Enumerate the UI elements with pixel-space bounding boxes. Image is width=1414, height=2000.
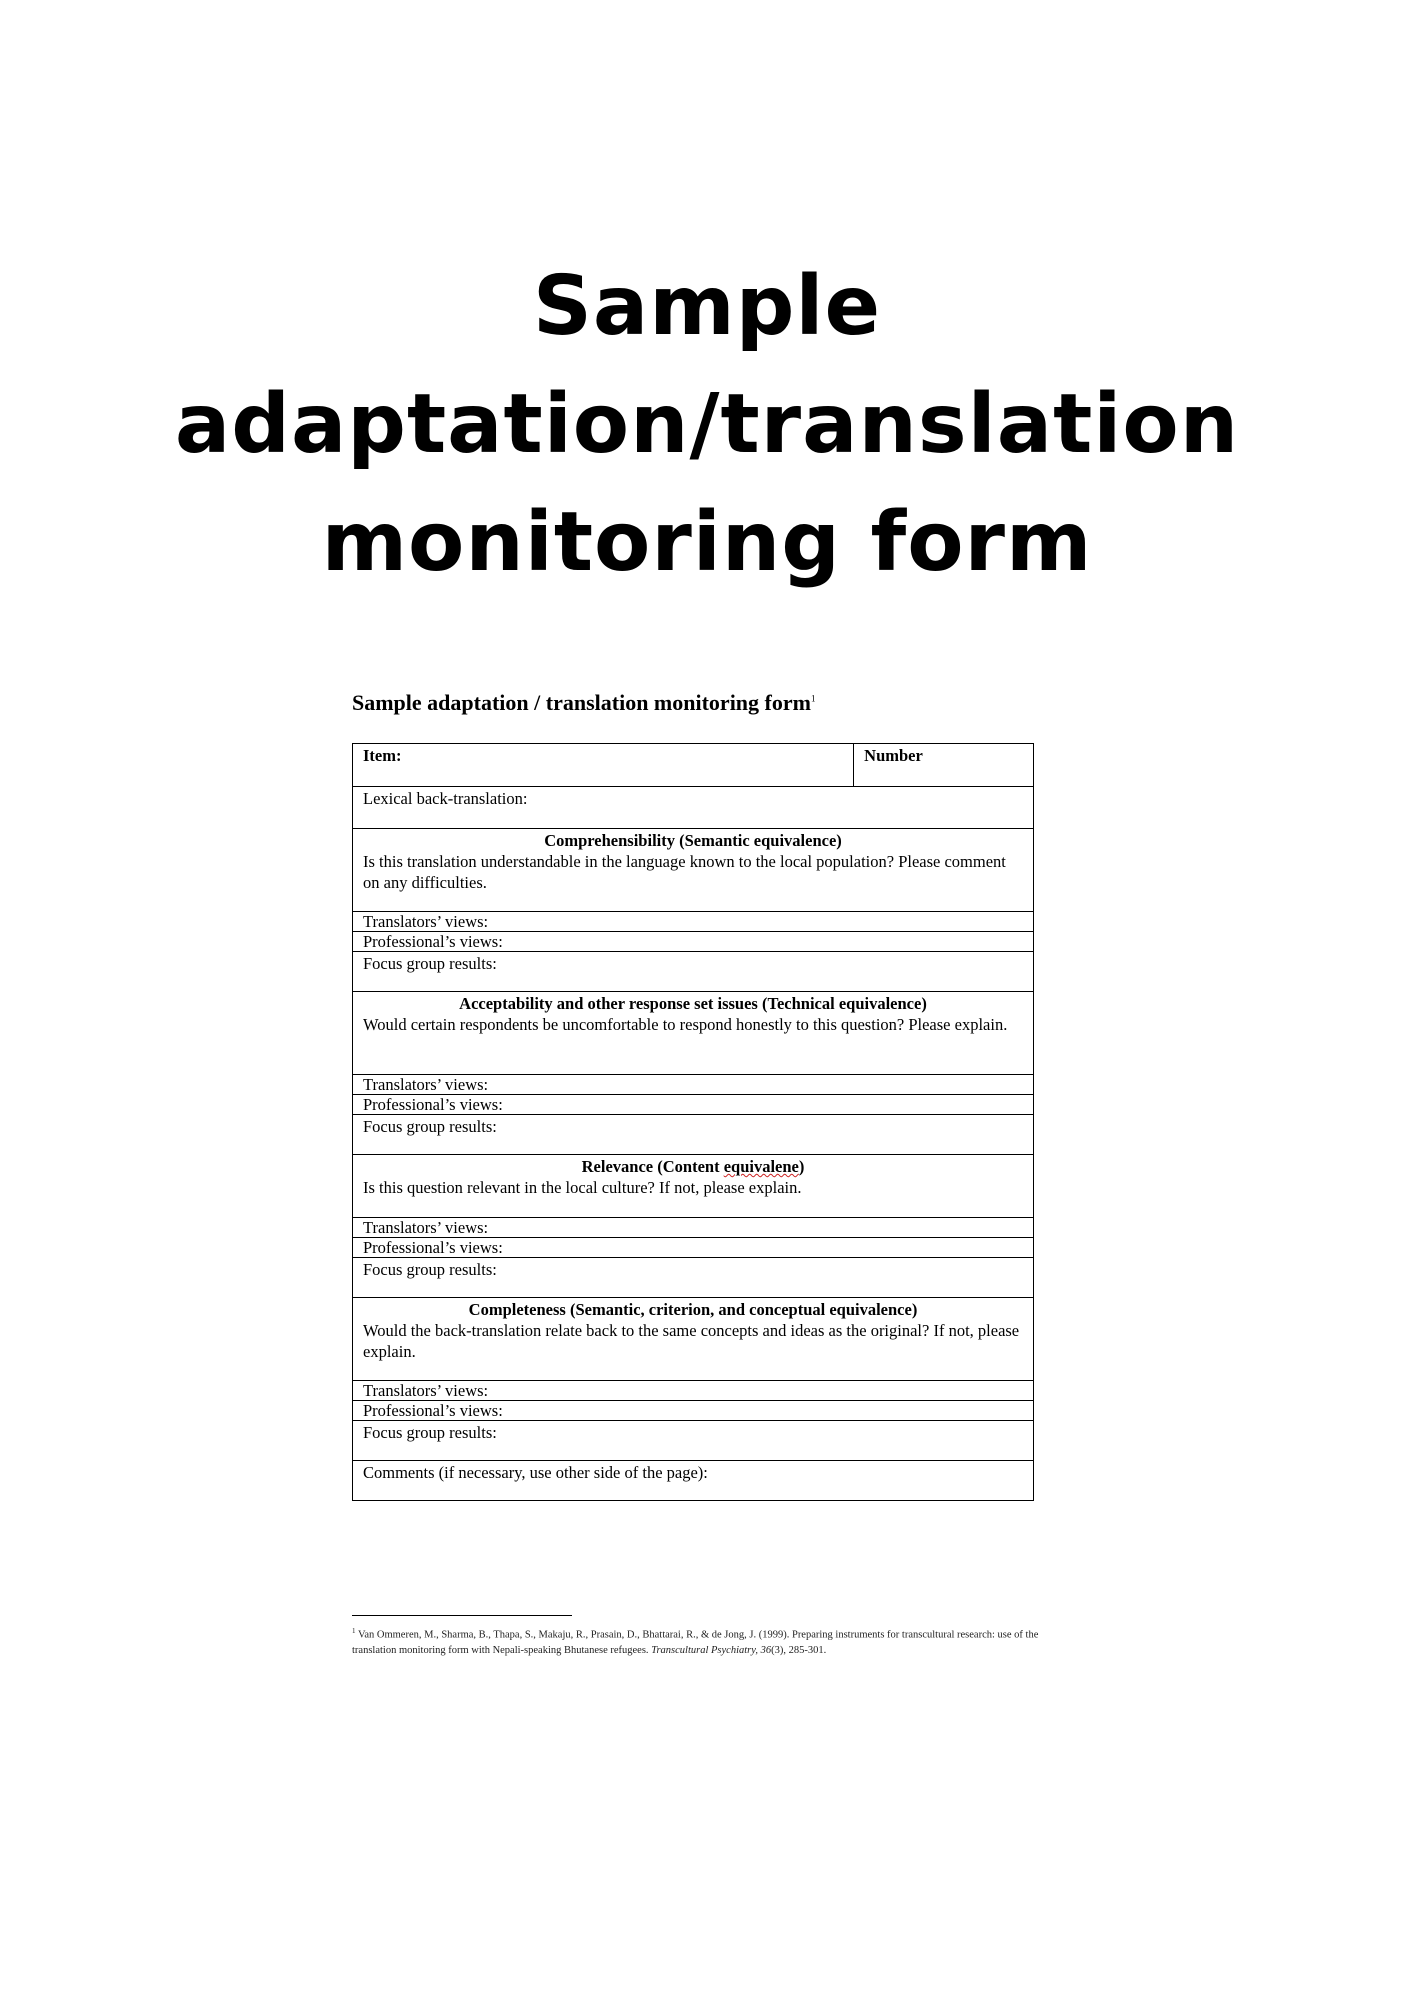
professionals-views-row bbox=[353, 1238, 1034, 1258]
translators-views-cell[interactable]: Translators’ views: bbox=[353, 1075, 1034, 1095]
professionals-views-cell[interactable]: Professional’s views: bbox=[353, 1238, 1034, 1258]
section-completeness-cell bbox=[353, 1298, 1034, 1381]
focus-group-results-cell[interactable]: Focus group results: bbox=[353, 952, 1034, 992]
focus-group-results-row bbox=[353, 1421, 1034, 1461]
section-acceptability bbox=[353, 992, 1034, 1075]
focus-group-results-cell[interactable]: Focus group results: bbox=[353, 1421, 1034, 1461]
page-title-line-3: monitoring form bbox=[321, 495, 1093, 590]
professionals-views-row bbox=[353, 1095, 1034, 1115]
section-heading bbox=[363, 1299, 1023, 1320]
section-acceptability-cell bbox=[353, 992, 1034, 1075]
translators-views-cell[interactable]: Translators’ views: bbox=[353, 1218, 1034, 1238]
professionals-views-row bbox=[353, 1401, 1034, 1421]
item-cell[interactable]: Item: bbox=[353, 744, 854, 787]
translators-views-cell[interactable]: Translators’ views: bbox=[353, 912, 1034, 932]
professionals-views-cell[interactable]: Professional’s views: bbox=[353, 932, 1034, 952]
translators-views-row bbox=[353, 1381, 1034, 1401]
section-heading-text: Comprehensibility (Semantic equivalence) bbox=[544, 831, 842, 850]
section-heading bbox=[363, 830, 1023, 851]
footnote-divider bbox=[352, 1615, 572, 1616]
footnote-mark: 1 bbox=[352, 1627, 356, 1635]
misspelled-word: equivalene bbox=[723, 1157, 799, 1176]
professionals-views-row bbox=[353, 932, 1034, 952]
section-relevance bbox=[353, 1155, 1034, 1218]
page-title-line-1: Sample bbox=[532, 259, 882, 354]
page-title bbox=[0, 248, 1414, 602]
section-heading-text: Acceptability and other response set issues (Technical equivalence) bbox=[459, 994, 927, 1013]
section-heading bbox=[363, 1156, 1023, 1177]
footnote-citation: Van Ommeren, M., Sharma, B., Thapa, S., Makaju, R., Prasain, D., Bhattarai, R., & de Jong, J. (1999). Preparing instruments for transcultural research: use of the translation monitoring form with Nepali-speaking Bhutanese refugees. bbox=[352, 1629, 1039, 1656]
section-completeness bbox=[353, 1298, 1034, 1381]
focus-group-results-row bbox=[353, 952, 1034, 992]
focus-group-results-cell[interactable]: Focus group results: bbox=[353, 1115, 1034, 1155]
section-question: Is this question relevant in the local culture? If not, please explain. bbox=[363, 1178, 802, 1197]
translators-views-row bbox=[353, 912, 1034, 932]
section-heading-text: Completeness (Semantic, criterion, and conceptual equivalence) bbox=[468, 1300, 918, 1319]
section-comprehensibility-cell bbox=[353, 829, 1034, 912]
translators-views-row bbox=[353, 1075, 1034, 1095]
form-title bbox=[352, 690, 815, 716]
section-question: Would the back-translation relate back to the same concepts and ideas as the original? If not, please explain. bbox=[363, 1321, 1020, 1361]
translators-views-cell[interactable]: Translators’ views: bbox=[353, 1381, 1034, 1401]
section-comprehensibility bbox=[353, 829, 1034, 912]
focus-group-results-row bbox=[353, 1258, 1034, 1298]
monitoring-form-table bbox=[352, 743, 1034, 1501]
section-question: Would certain respondents be uncomfortable to respond honestly to this question? Please explain. bbox=[363, 1015, 1008, 1034]
focus-group-results-cell[interactable]: Focus group results: bbox=[353, 1258, 1034, 1298]
comments-cell[interactable]: Comments (if necessary, use other side of the page): bbox=[353, 1461, 1034, 1501]
comments-row bbox=[353, 1461, 1034, 1501]
footnote bbox=[352, 1624, 1052, 1658]
footnote-pages: (3), 285-301. bbox=[771, 1644, 827, 1656]
lexical-back-translation-cell[interactable]: Lexical back-translation: bbox=[353, 787, 1034, 829]
section-question: Is this translation understandable in the language known to the local population? Please comment on any difficulties. bbox=[363, 852, 1006, 892]
section-heading bbox=[363, 993, 1023, 1014]
form-title-text: Sample adaptation / translation monitoring form bbox=[352, 690, 811, 715]
number-cell[interactable]: Number bbox=[854, 744, 1034, 787]
section-heading-close: ) bbox=[798, 1157, 805, 1176]
section-relevance-cell bbox=[353, 1155, 1034, 1218]
section-heading-text: Relevance (Content bbox=[581, 1157, 724, 1176]
item-row bbox=[353, 744, 1034, 787]
footnote-journal: Transcultural Psychiatry, 36 bbox=[651, 1644, 772, 1656]
professionals-views-cell[interactable]: Professional’s views: bbox=[353, 1095, 1034, 1115]
form-title-footnote-mark: 1 bbox=[810, 693, 816, 704]
professionals-views-cell[interactable]: Professional’s views: bbox=[353, 1401, 1034, 1421]
page-title-line-2: adaptation/translation bbox=[174, 377, 1240, 472]
focus-group-results-row bbox=[353, 1115, 1034, 1155]
translators-views-row bbox=[353, 1218, 1034, 1238]
lexical-row bbox=[353, 787, 1034, 829]
